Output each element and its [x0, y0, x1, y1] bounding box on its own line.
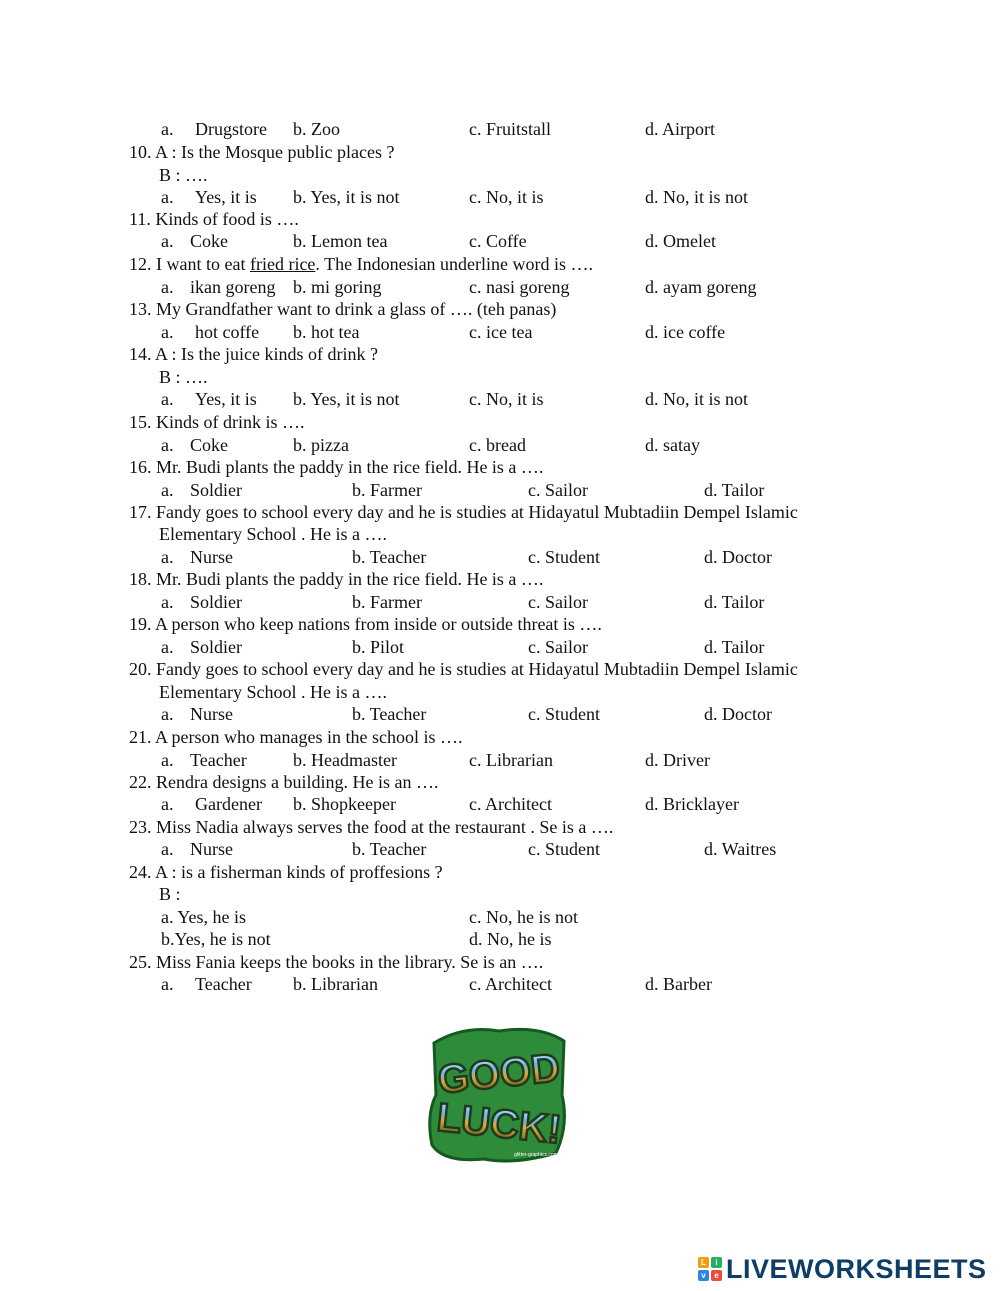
good-luck-graphic: [424, 1025, 574, 1165]
option-d: d. Doctor: [704, 547, 772, 567]
option-b: b. Teacher: [352, 704, 427, 724]
option-c: c. Architect: [469, 794, 552, 814]
option-c: c. Student: [528, 839, 600, 859]
option-a: Nurse: [190, 839, 233, 859]
question-stem: 13. My Grandfather want to drink a glass of …. (teh panas): [129, 299, 557, 319]
underlined-word: fried rice: [249, 254, 316, 274]
question-stem: 25. Miss Fania keeps the books in the library. Se is an ….: [129, 952, 544, 972]
option-a: Drugstore: [195, 119, 267, 139]
brand-block: e: [711, 1270, 722, 1281]
option-b: b. Farmer: [352, 592, 422, 612]
question-stem: 17. Fandy goes to school every day and he is studies at Hidayatul Mubtadiin Dempel Islamic: [129, 502, 798, 522]
option-d: d. Tailor: [704, 637, 765, 657]
option-b: b. Lemon tea: [293, 231, 388, 251]
option-d: d. Tailor: [704, 592, 765, 612]
option-b: b. Zoo: [293, 119, 340, 139]
option-a: Coke: [190, 231, 228, 251]
option-a: a. Yes, he is: [161, 907, 247, 927]
option-letter-a: a.: [161, 119, 174, 139]
option-d: d. No, it is not: [645, 389, 749, 409]
option-c: c. Coffe: [469, 231, 527, 251]
option-a: Yes, it is: [195, 389, 257, 409]
good-luck-logo: [424, 1025, 574, 1165]
option-c: c. Fruitstall: [469, 119, 551, 139]
option-d: d. No, it is not: [645, 187, 749, 207]
question-stem: [129, 253, 593, 275]
option-letter-a: a.: [161, 794, 174, 814]
question-stem: 24. A : is a fisherman kinds of proffesions ?: [129, 862, 443, 882]
option-letter-a: a.: [161, 277, 174, 297]
option-d: d. Bricklayer: [645, 794, 739, 814]
option-b: b. Yes, it is not: [293, 389, 400, 409]
option-c: c. Architect: [469, 974, 552, 994]
stem-pre: 12. I want to eat: [129, 254, 250, 274]
logo-line1: GOOD: [435, 1045, 562, 1103]
option-a: Teacher: [190, 750, 247, 770]
option-a: ikan goreng: [190, 277, 276, 297]
option-a: Soldier: [190, 637, 242, 657]
stem-post: . The Indonesian underline word is ….: [315, 254, 594, 274]
question-stem: 19. A person who keep nations from inside or outside threat is ….: [129, 614, 602, 634]
option-a: Nurse: [190, 547, 233, 567]
question-stem: 15. Kinds of drink is ….: [129, 412, 305, 432]
logo-credit: glitter-graphics.com: [514, 1152, 558, 1158]
option-a: Soldier: [190, 480, 242, 500]
answer-b-line: B : ….: [159, 165, 208, 185]
option-b: b. Teacher: [352, 547, 427, 567]
brand-block: i: [711, 1257, 722, 1268]
option-b: b. Yes, it is not: [293, 187, 400, 207]
question-stem: 21. A person who manages in the school is ….: [129, 727, 463, 747]
option-c: c. No, he is not: [469, 907, 578, 927]
option-d: d. Doctor: [704, 704, 772, 724]
option-letter-a: a.: [161, 750, 174, 770]
option-d: d. Tailor: [704, 480, 765, 500]
option-letter-a: a.: [161, 547, 174, 567]
option-letter-a: a.: [161, 435, 174, 455]
option-a: Nurse: [190, 704, 233, 724]
option-b: b. Shopkeeper: [293, 794, 396, 814]
option-d: d. Waitres: [704, 839, 777, 859]
option-a: Yes, it is: [195, 187, 257, 207]
option-b: b. Teacher: [352, 839, 427, 859]
question-stem: 20. Fandy goes to school every day and he is studies at Hidayatul Mubtadiin Dempel Islamic: [129, 659, 798, 679]
option-letter-a: a.: [161, 839, 174, 859]
option-letter-a: a.: [161, 480, 174, 500]
option-d: d. ice coffe: [645, 322, 726, 342]
option-c: c. Sailor: [528, 637, 588, 657]
option-b: b.Yes, he is not: [161, 929, 271, 949]
option-b: b. Librarian: [293, 974, 378, 994]
option-a: Soldier: [190, 592, 242, 612]
option-c: c. Student: [528, 547, 600, 567]
option-c: c. Librarian: [469, 750, 553, 770]
option-a: hot coffe: [195, 322, 260, 342]
option-b: b. mi goring: [293, 277, 382, 297]
option-c: c. No, it is: [469, 389, 544, 409]
question-stem-line2: Elementary School . He is a ….: [159, 524, 387, 544]
brand-block: v: [698, 1270, 709, 1281]
option-a: Teacher: [195, 974, 252, 994]
question-stem: 11. Kinds of food is ….: [129, 209, 299, 229]
option-c: c. nasi goreng: [469, 277, 570, 297]
question-stem: 22. Rendra designs a building. He is an ….: [129, 772, 439, 792]
option-letter-a: a.: [161, 974, 174, 994]
liveworksheets-logo: [698, 1252, 987, 1286]
option-d: d. Driver: [645, 750, 710, 770]
option-d: d. Airport: [645, 119, 715, 139]
answer-b-line: B : ….: [159, 367, 208, 387]
brand-name: LIVEWORKSHEETS: [726, 1253, 987, 1284]
option-b: b. Pilot: [352, 637, 405, 657]
option-c: c. Student: [528, 704, 600, 724]
option-letter-a: a.: [161, 704, 174, 724]
question-stem: 10. A : Is the Mosque public places ?: [129, 142, 395, 162]
question-stem-line2: Elementary School . He is a ….: [159, 682, 387, 702]
option-d: d. Omelet: [645, 231, 716, 251]
option-a: Gardener: [195, 794, 262, 814]
option-c: c. ice tea: [469, 322, 533, 342]
option-c: c. Sailor: [528, 592, 588, 612]
brand-block: L: [698, 1257, 709, 1268]
option-c: c. Sailor: [528, 480, 588, 500]
option-a: Coke: [190, 435, 228, 455]
logo-line2: LUCK!: [434, 1095, 564, 1153]
answer-b-line: B :: [159, 884, 181, 904]
option-d: d. ayam goreng: [645, 277, 757, 297]
option-letter-a: a.: [161, 231, 174, 251]
question-stem: 14. A : Is the juice kinds of drink ?: [129, 344, 378, 364]
option-letter-a: a.: [161, 187, 174, 207]
option-b: b. Headmaster: [293, 750, 397, 770]
option-b: b. Farmer: [352, 480, 422, 500]
option-c: c. bread: [469, 435, 526, 455]
option-letter-a: a.: [161, 389, 174, 409]
question-stem: 16. Mr. Budi plants the paddy in the rice field. He is a ….: [129, 457, 544, 477]
option-b: b. pizza: [293, 435, 349, 455]
option-c: c. No, it is: [469, 187, 544, 207]
option-letter-a: a.: [161, 637, 174, 657]
option-d: d. Barber: [645, 974, 712, 994]
brand-blocks-icon: [698, 1257, 722, 1281]
option-d: d. No, he is: [469, 929, 552, 949]
option-letter-a: a.: [161, 322, 174, 342]
option-b: b. hot tea: [293, 322, 360, 342]
option-letter-a: a.: [161, 592, 174, 612]
question-stem: 18. Mr. Budi plants the paddy in the rice field. He is a ….: [129, 569, 544, 589]
option-d: d. satay: [645, 435, 700, 455]
question-stem: 23. Miss Nadia always serves the food at the restaurant . Se is a ….: [129, 817, 614, 837]
